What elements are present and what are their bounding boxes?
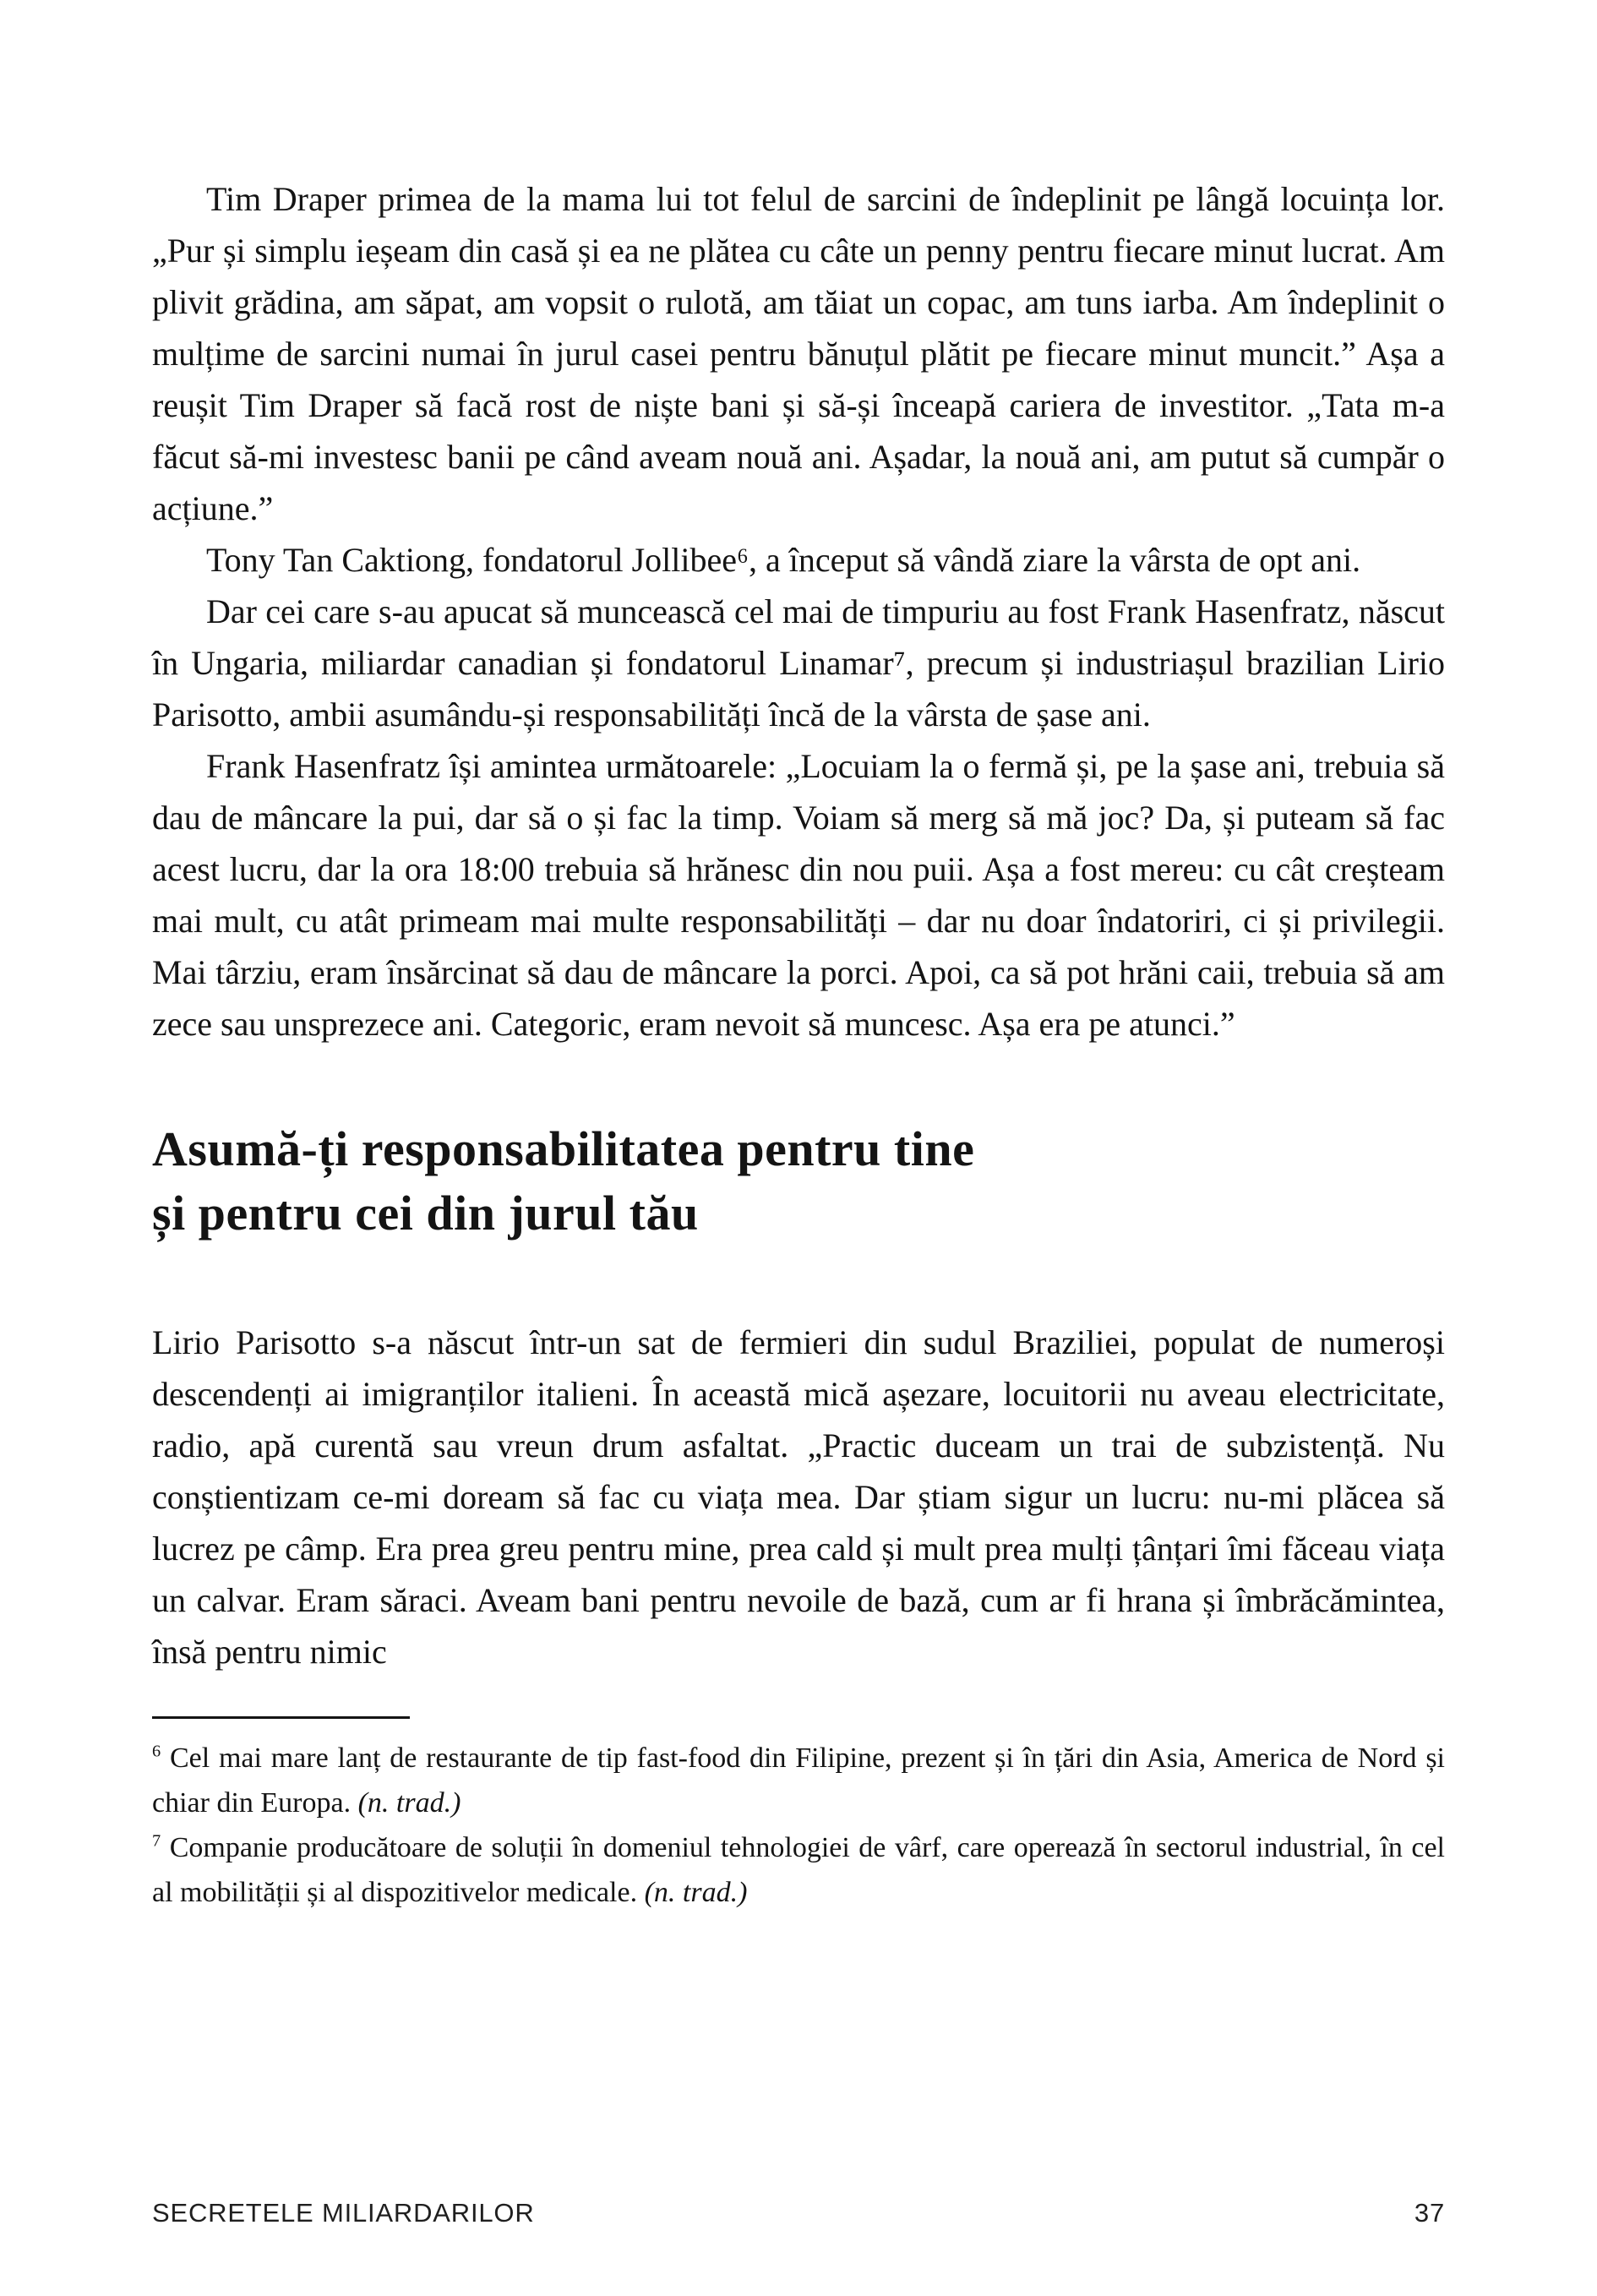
page-number: 37 [1414, 2198, 1445, 2228]
footnote-divider [152, 1716, 410, 1719]
paragraph-lirio-parisotto: Lirio Parisotto s-a născut într-un sat de fermieri din sudul Braziliei, populat de numeroși descendenți ai imigranților italieni. În această mică așezare, locuitorii nu aveau electricitate, radio, apă curentă sau vreun drum asfaltat. „Practic duceam un trai de subzistență. Nu conștientizam ce-mi doream să fac cu viața mea. Dar știam sigur un lucru: nu-mi plăcea să lucrez pe câmp. Era prea greu pentru mine, prea cald și mult prea mulți țânțari îmi făceau viața un calvar. Eram săraci. Aveam bani pentru nevoile de bază, cum ar fi hrana și îmbrăcămintea, însă pentru nimic [152, 1323, 1445, 1671]
paragraph-tim-draper: Tim Draper primea de la mama lui tot felul de sarcini de îndeplinit pe lângă locuința lor. „Pur și simplu ieșeam din casă și ea ne plătea cu câte un penny pentru fiecare minut lucrat. Am plivit grădina, am săpat, am vopsit o rulotă, am tăiat un copac, am tuns iarba. Am îndeplinit o mulțime de sarcini numai în jurul casei pentru bănuțul plătit pe fiecare minut muncit.” Așa a reușit Tim Draper să facă rost de niște bani și să-și înceapă cariera de investitor. „Tata m-a făcut să-mi investesc banii pe când aveam nouă ani. Așadar, la nouă ani, am putut să cumpăr o acțiune.” [152, 180, 1445, 527]
running-footer [152, 2187, 1445, 2239]
footnotes-section [152, 1716, 1445, 1915]
paragraph-earliest-workers: Dar cei care s-au apucat să muncească cel mai de timpuriu au fost Frank Hasenfratz, născut în Ungaria, miliardar canadian și fondatorul Linamar⁷, precum și industriașul brazilian Lirio Parisotto, ambii asumându-și responsabilități încă de la vârsta de șase ani. [152, 592, 1445, 734]
paragraph-tony-tan: Tony Tan Caktiong, fondatorul Jollibee⁶, a început să vândă ziare la vârsta de opt ani. [206, 541, 1361, 579]
section-heading-line-2: și pentru cei din jurul tău [152, 1186, 699, 1241]
footnote-marker: 7 [152, 1831, 161, 1851]
footnote-translator-note: (n. trad.) [644, 1877, 748, 1908]
footnote-jollibee [152, 1736, 1445, 1825]
footnote-marker: 6 [152, 1742, 161, 1761]
paragraph-hasenfratz-quote: Frank Hasenfratz își amintea următoarele: „Locuiam la o fermă și, pe la șase ani, trebuia să dau de mâncare la pui, dar să o și fac la timp. Voiam să merg să mă joc? Da, și puteam să fac acest lucru, dar la ora 18:00 trebuia să hrănesc din nou puii. Așa a fost mereu: cu cât creșteam mai mult, cu atât primeam mai multe responsabilități – dar nu doar îndatoriri, ci și privilegii. Mai târziu, eram însărcinat să dau de mâncare la porci. Apoi, ca să pot hrăni caii, trebuia să am zece sau unsprezece ani. Categoric, eram nevoit să muncesc. Așa era pe atunci.” [152, 747, 1445, 1043]
footnote-translator-note: (n. trad.) [357, 1787, 461, 1819]
section-heading [152, 1117, 1445, 1246]
section-heading-line-1: Asumă-ți responsabilitatea pentru tine [152, 1121, 975, 1176]
running-footer-title: SECRETELE MILIARDARILOR [152, 2198, 535, 2228]
footnote-text: Cel mai mare lanț de restaurante de tip fast-food din Filipine, prezent și în țări din Asia, America de Nord și chiar din Europa. [152, 1742, 1445, 1819]
footnote-linamar [152, 1825, 1445, 1915]
footnote-text: Companie producătoare de soluții în domeniul tehnologiei de vârf, care operează în sectorul industrial, în cel al mobilității și al dispozitivelor medicale. [152, 1832, 1446, 1908]
page-content [152, 173, 1445, 1677]
